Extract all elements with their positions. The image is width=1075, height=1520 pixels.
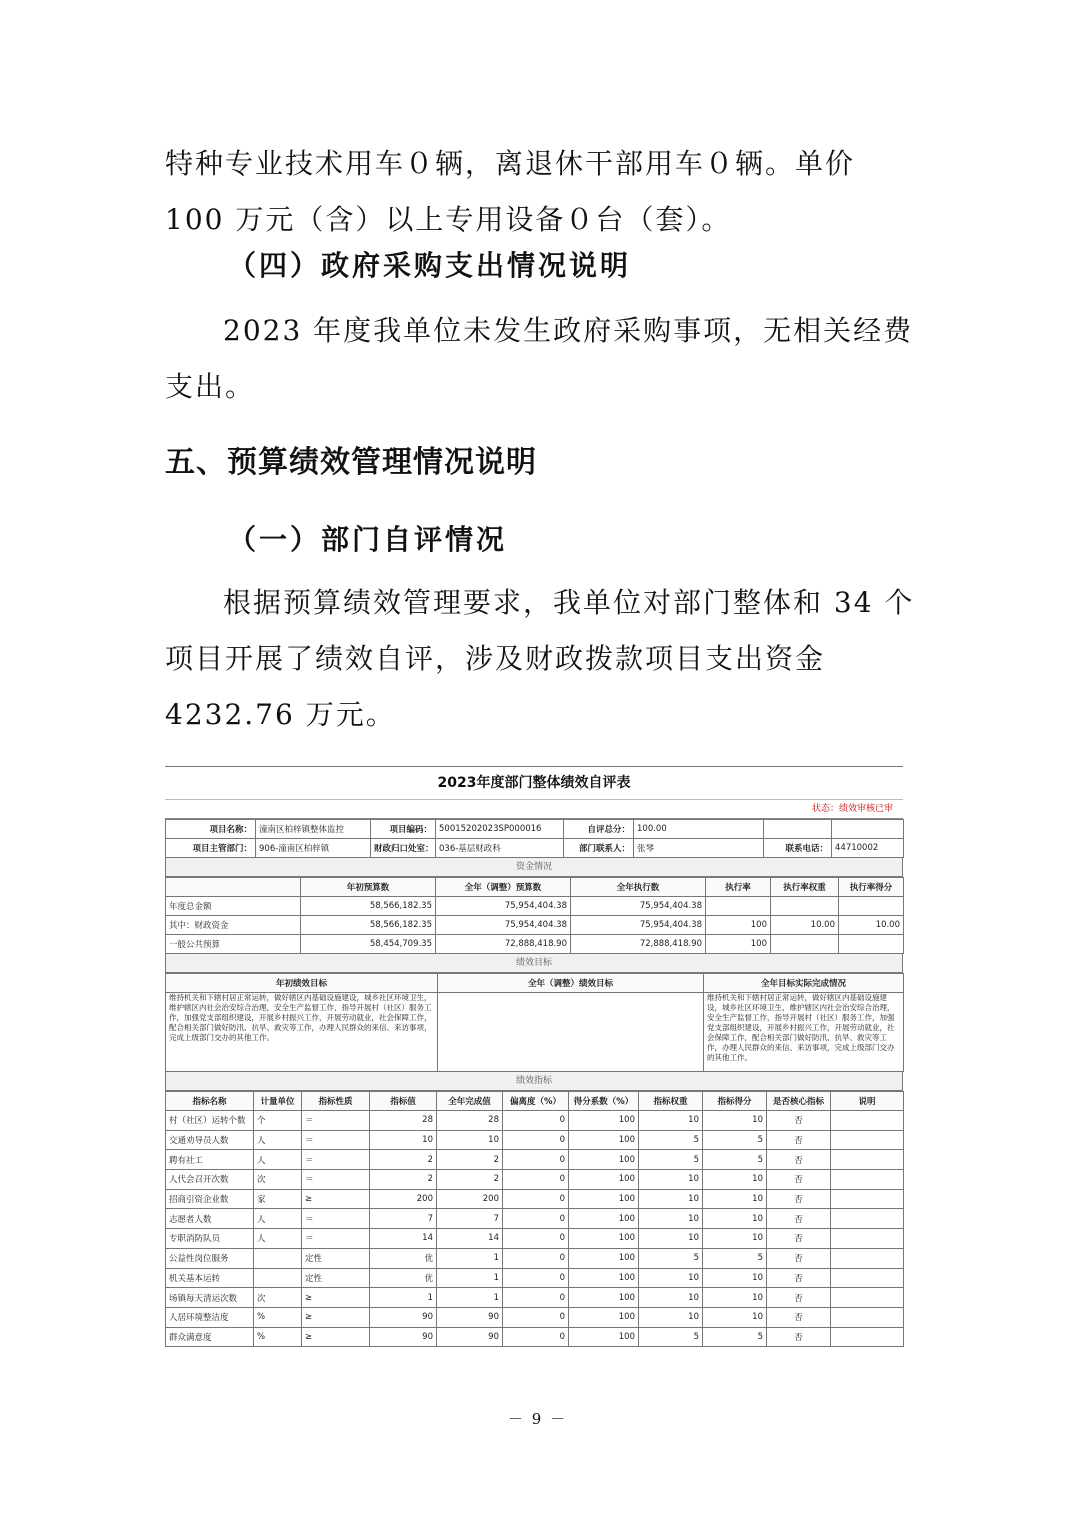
indicator-actual: 1 [437,1288,503,1308]
indicator-score: 10 [703,1229,767,1249]
funds-cell [771,935,839,954]
goals-header: 全年（调整）绩效目标 [438,974,704,993]
indicator-dev: 0 [503,1288,569,1308]
indicator-unit: 人 [254,1150,302,1170]
indicator-target: 1 [370,1288,437,1308]
indicator-target: 28 [370,1111,437,1131]
indicator-coef: 100 [569,1209,639,1229]
indicator-target: 优 [370,1248,437,1268]
indicator-unit: 人 [254,1209,302,1229]
indicator-coef: 100 [569,1327,639,1347]
indicator-note [831,1150,904,1170]
indicator-unit [254,1268,302,1288]
table-row [166,1288,904,1308]
funds-header: 执行率得分 [839,878,904,897]
table-row [166,1130,904,1150]
indicator-dev: 0 [503,1229,569,1249]
indicator-coef: 100 [569,1189,639,1209]
table-row [166,1307,904,1327]
indicator-weight: 10 [639,1170,703,1190]
indicator-core: 否 [767,1189,831,1209]
indicator-header: 指标值 [370,1092,437,1111]
indicator-weight: 10 [639,1229,703,1249]
department: 906-潼南区柏梓镇 [256,839,371,858]
indicator-core: 否 [767,1288,831,1308]
indicator-name: 人代会召开次数 [166,1170,254,1190]
indicator-nature: ≥ [302,1307,370,1327]
indicator-nature: 定性 [302,1268,370,1288]
indicator-name: 招商引资企业数 [166,1189,254,1209]
indicator-score: 5 [703,1327,767,1347]
empty-cell [764,820,832,839]
indicators-table [165,1091,904,1347]
funds-header: 年初预算数 [301,878,436,897]
indicator-header: 指标权重 [639,1092,703,1111]
indicator-actual: 10 [437,1130,503,1150]
info-label: 项目编码： [371,820,436,839]
indicator-weight: 10 [639,1209,703,1229]
indicator-header: 偏离度（%） [503,1092,569,1111]
indicator-core: 否 [767,1307,831,1327]
funds-cell [839,897,904,916]
indicator-note [831,1170,904,1190]
indicator-header: 得分系数（%） [569,1092,639,1111]
indicator-target: 10 [370,1130,437,1150]
indicator-core: 否 [767,1130,831,1150]
info-label: 项目名称： [166,820,256,839]
indicator-unit: % [254,1327,302,1347]
indicator-dev: 0 [503,1307,569,1327]
funds-cell [839,935,904,954]
indicator-nature: 定性 [302,1248,370,1268]
table-title: 2023年度部门整体绩效自评表 [165,766,903,800]
indicator-score: 10 [703,1268,767,1288]
indicator-note [831,1130,904,1150]
funds-cell: 72,888,418.90 [571,935,706,954]
indicator-target: 90 [370,1307,437,1327]
info-label: 财政归口处室： [371,839,436,858]
indicator-nature: ＝ [302,1130,370,1150]
indicator-core: 否 [767,1150,831,1170]
table-row [166,935,904,954]
funds-cell: 10.00 [839,916,904,935]
funds-header: 全年（调整）预算数 [436,878,571,897]
indicator-nature: ≥ [302,1288,370,1308]
indicator-nature: ＝ [302,1111,370,1131]
indicator-unit: % [254,1307,302,1327]
indicator-header: 指标性质 [302,1092,370,1111]
indicator-target: 2 [370,1150,437,1170]
indicator-target: 2 [370,1170,437,1190]
indicator-target: 14 [370,1229,437,1249]
paragraph-self-evaluation: 根据预算绩效管理要求，我单位对部门整体和 34 个项目开展了绩效自评，涉及财政拨款项目支出资金 4232.76 万元。 [165,586,915,731]
funds-table [165,877,904,954]
indicator-name: 村（社区）运转个数 [166,1111,254,1131]
indicator-header: 全年完成值 [437,1092,503,1111]
info-label: 自评总分： [564,820,634,839]
indicator-score: 10 [703,1189,767,1209]
indicator-coef: 100 [569,1130,639,1150]
indicator-core: 否 [767,1209,831,1229]
indicator-name: 聘有社工 [166,1150,254,1170]
table-row [166,1111,904,1131]
info-table [165,819,904,858]
indicator-header: 指标得分 [703,1092,767,1111]
performance-table [165,766,903,1347]
contact-person: 张琴 [634,839,764,858]
indicator-weight: 5 [639,1150,703,1170]
info-label: 部门联系人： [564,839,634,858]
funds-cell [771,897,839,916]
indicator-score: 10 [703,1307,767,1327]
indicator-name: 公益性岗位服务 [166,1248,254,1268]
indicator-note [831,1229,904,1249]
indicator-actual: 200 [437,1189,503,1209]
indicator-name: 专职消防队员 [166,1229,254,1249]
indicator-actual: 28 [437,1111,503,1131]
funds-header: 执行率权重 [771,878,839,897]
table-row [166,1209,904,1229]
indicator-nature: ≥ [302,1327,370,1347]
indicator-coef: 100 [569,1229,639,1249]
funds-cell: 75,954,404.38 [571,916,706,935]
indicator-weight: 5 [639,1248,703,1268]
indicator-actual: 7 [437,1209,503,1229]
indicator-weight: 10 [639,1111,703,1131]
indicator-coef: 100 [569,1170,639,1190]
indicator-dev: 0 [503,1209,569,1229]
indicator-score: 5 [703,1248,767,1268]
contact-phone: 44710002 [832,839,904,858]
goals-header: 全年目标实际完成情况 [704,974,904,993]
funds-row-label: 其中：财政资金 [166,916,301,935]
funds-cell: 58,454,709.35 [301,935,436,954]
table-row [166,1189,904,1209]
indicator-core: 否 [767,1268,831,1288]
funds-cell: 100 [706,916,771,935]
indicator-core: 否 [767,1248,831,1268]
indicator-note [831,1248,904,1268]
indicator-dev: 0 [503,1130,569,1150]
indicator-nature: ＝ [302,1170,370,1190]
table-row [166,1170,904,1190]
indicator-name: 机关基本运转 [166,1268,254,1288]
indicator-score: 10 [703,1209,767,1229]
indicator-dev: 0 [503,1189,569,1209]
table-row [166,1268,904,1288]
indicator-unit: 次 [254,1288,302,1308]
heading-budget-performance: 五、预算绩效管理情况说明 [165,445,537,480]
goal-actual: 维持机关和下辖村居正常运转，做好辖区内基础设施建设，城乡社区环境卫生，维护辖区内社会治安综合治理，安全生产监督工作，指导开展村（社区）服务工作，加强党支部组织建设，开展乡村振兴工作，开展劳动就业，社会保障工作，配合相关部门做好防汛、抗旱、救灾等工作，办理人民群众的来信、来访事项，完成上级部门交办的其他工作。 [704,993,904,1072]
indicator-coef: 100 [569,1248,639,1268]
funds-cell: 75,954,404.38 [436,916,571,935]
status-badge: 状态：绩效审核已审 [165,800,903,819]
paragraph-vehicles: 特种专业技术用车０辆，离退休干部用车０辆。单价 100 万元（含）以上专用设备０台（套）。 [165,147,856,236]
indicator-coef: 100 [569,1150,639,1170]
indicator-score: 5 [703,1130,767,1150]
indicator-note [831,1268,904,1288]
project-code: 50015202023SP000016 [436,820,564,839]
indicator-note [831,1111,904,1131]
goal-adjusted [438,993,704,1072]
indicator-note [831,1189,904,1209]
indicator-unit: 家 [254,1189,302,1209]
indicator-target: 优 [370,1268,437,1288]
indicator-actual: 2 [437,1150,503,1170]
indicator-score: 5 [703,1150,767,1170]
funds-cell: 100 [706,935,771,954]
indicator-dev: 0 [503,1268,569,1288]
indicator-dev: 0 [503,1150,569,1170]
indicator-core: 否 [767,1170,831,1190]
indicator-header: 说明 [831,1092,904,1111]
indicator-name: 交通劝导员人数 [166,1130,254,1150]
goals-table [165,973,904,1072]
table-row [166,1327,904,1347]
funds-cell: 72,888,418.90 [436,935,571,954]
info-label: 联系电话： [764,839,832,858]
funds-cell: 58,566,182.35 [301,897,436,916]
indicator-actual: 90 [437,1307,503,1327]
empty-cell [832,820,904,839]
funds-row-label: 年度总金额 [166,897,301,916]
indicator-core: 否 [767,1111,831,1131]
indicator-actual: 1 [437,1248,503,1268]
indicator-unit: 次 [254,1170,302,1190]
table-row [166,897,904,916]
table-row [166,916,904,935]
indicator-header: 指标名称 [166,1092,254,1111]
indicator-core: 否 [767,1229,831,1249]
indicator-target: 90 [370,1327,437,1347]
funds-cell [706,897,771,916]
indicator-coef: 100 [569,1307,639,1327]
paragraph-procurement: 2023 年度我单位未发生政府采购事项，无相关经费支出。 [165,314,914,403]
indicator-dev: 0 [503,1327,569,1347]
indicator-note [831,1327,904,1347]
indicator-nature: ＝ [302,1209,370,1229]
goals-header: 年初绩效目标 [166,974,438,993]
indicator-note [831,1209,904,1229]
page-number: － 9 － [507,1410,568,1428]
funds-cell: 58,566,182.35 [301,916,436,935]
funds-header: 全年执行数 [571,878,706,897]
indicator-actual: 2 [437,1170,503,1190]
indicator-target: 7 [370,1209,437,1229]
indicator-name: 群众满意度 [166,1327,254,1347]
indicator-coef: 100 [569,1111,639,1131]
indicator-unit: 人 [254,1130,302,1150]
indicator-weight: 10 [639,1268,703,1288]
heading-self-evaluation: （一）部门自评情况 [228,523,508,556]
indicator-actual: 90 [437,1327,503,1347]
funds-cell: 75,954,404.38 [571,897,706,916]
indicator-coef: 100 [569,1288,639,1308]
funds-header [166,878,301,897]
indicator-nature: ＝ [302,1150,370,1170]
indicator-name: 志愿者人数 [166,1209,254,1229]
indicator-weight: 10 [639,1288,703,1308]
indicator-coef: 100 [569,1268,639,1288]
funds-cell: 75,954,404.38 [436,897,571,916]
indicator-name: 场镇每天清运次数 [166,1288,254,1308]
indicator-core: 否 [767,1327,831,1347]
indicator-unit: 个 [254,1111,302,1131]
indicator-score: 10 [703,1288,767,1308]
heading-gov-procurement: （四）政府采购支出情况说明 [228,249,632,282]
indicator-note [831,1288,904,1308]
project-name: 潼南区柏梓镇整体监控 [256,820,371,839]
indicator-actual: 1 [437,1268,503,1288]
indicator-dev: 0 [503,1170,569,1190]
table-row [166,1229,904,1249]
indicator-dev: 0 [503,1248,569,1268]
indicator-note [831,1307,904,1327]
finance-office: 036-基层财政科 [436,839,564,858]
indicator-name: 人居环境整洁度 [166,1307,254,1327]
funds-row-label: 一般公共预算 [166,935,301,954]
total-score: 100.00 [634,820,764,839]
goals-section-title: 绩效目标 [165,954,903,973]
indicator-unit [254,1248,302,1268]
funds-cell: 10.00 [771,916,839,935]
indicator-header: 计量单位 [254,1092,302,1111]
indicator-nature: ≥ [302,1189,370,1209]
indicator-weight: 10 [639,1307,703,1327]
indicator-weight: 5 [639,1327,703,1347]
indicators-section-title: 绩效指标 [165,1072,903,1091]
indicator-weight: 10 [639,1189,703,1209]
indicator-target: 200 [370,1189,437,1209]
funds-header: 执行率 [706,878,771,897]
goal-initial: 维持机关和下辖村居正常运转，做好辖区内基础设施建设，城乡社区环境卫生，维护辖区内社会治安综合治理，安全生产监督工作，指导开展村（社区）服务工作，加强党支部组织建设，开展乡村振兴工作，开展劳动就业，社会保障工作，配合相关部门做好防汛、抗旱、救灾等工作，办理人民群众的来信、来访事项，完成上级部门交办的其他工作。 [166,993,438,1072]
indicator-score: 10 [703,1111,767,1131]
table-row [166,1150,904,1170]
indicator-score: 10 [703,1170,767,1190]
indicator-dev: 0 [503,1111,569,1131]
funds-section-title: 资金情况 [165,858,903,877]
indicator-weight: 5 [639,1130,703,1150]
indicator-header: 是否核心指标 [767,1092,831,1111]
table-row [166,1248,904,1268]
indicator-unit: 人 [254,1229,302,1249]
indicator-actual: 14 [437,1229,503,1249]
indicator-nature: ＝ [302,1229,370,1249]
info-label: 项目主管部门： [166,839,256,858]
